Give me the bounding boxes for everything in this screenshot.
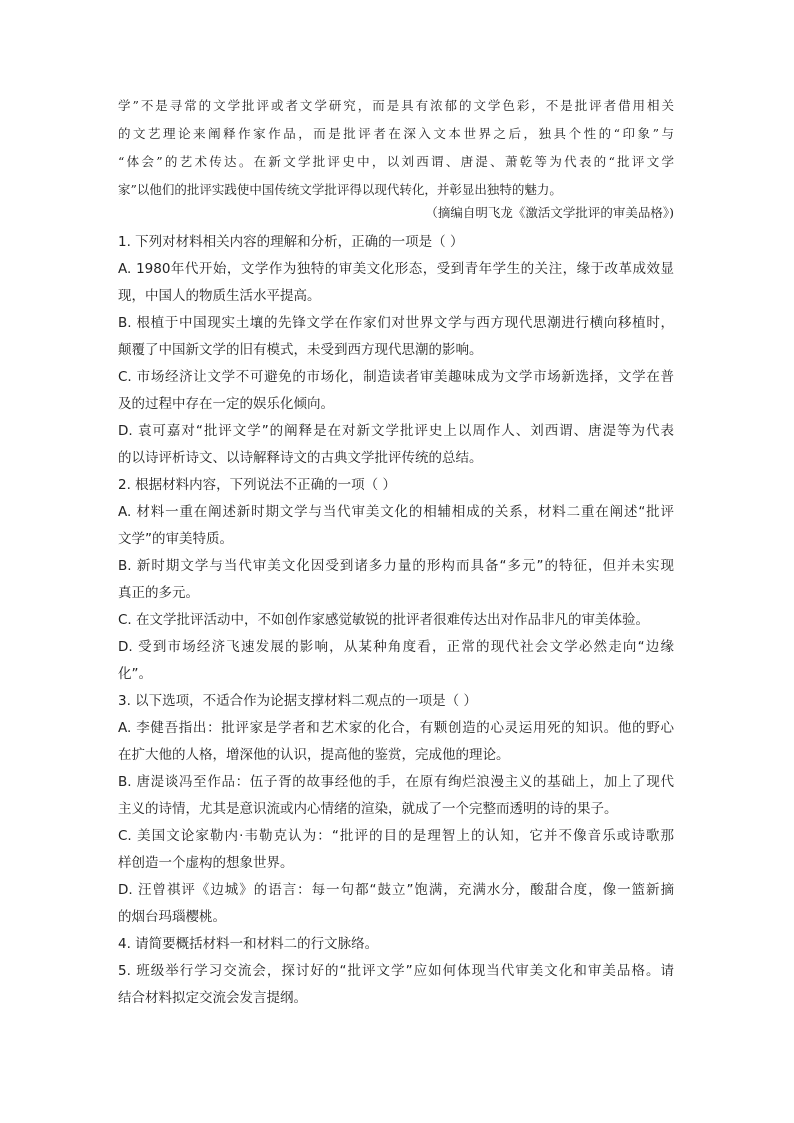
question-3-stem: 3. 以下选项，不适合作为论据支撑材料二观点的一项是（ ） bbox=[118, 693, 477, 709]
question-3-option-b: B. 唐湜谈冯至作品：伍子胥的故事经他的手，在原有绚烂浪漫主义的基础上，加上了现代 bbox=[118, 774, 674, 790]
question-1-option-a: A. 1980年代开始，文学作为独特的审美文化形态，受到青年学生的关注，缘于改革成效显 bbox=[118, 261, 674, 277]
passage-line: 家”以他们的批评实践使中国传统文学批评得以现代转化，并彰显出独特的魅力。 bbox=[118, 182, 562, 197]
question-3-option-d-cont: 的烟台玛瑙樱桃。 bbox=[118, 909, 226, 925]
question-2-option-a: A. 材料一重在阐述新时期文学与当代审美文化的相辅相成的关系，材料二重在阐述“批评 bbox=[118, 504, 674, 520]
question-3-option-c: C. 美国文论家勒内·韦勒克认为：“批评的目的是理智上的认知，它并不像音乐或诗歌那 bbox=[118, 828, 674, 844]
question-2-option-d: D. 受到市场经济飞速发展的影响，从某种角度看，正常的现代社会文学必然走向“边缘 bbox=[118, 639, 674, 655]
question-2-option-b-cont: 真正的多元。 bbox=[118, 585, 199, 601]
question-1-stem: 1. 下列对材料相关内容的理解和分析，正确的一项是（ ） bbox=[118, 234, 464, 250]
question-1-option-b-cont: 颠覆了中国新文学的旧有模式，未受到西方现代思潮的影响。 bbox=[118, 342, 483, 358]
question-3-option-c-cont: 样创造一个虚构的想象世界。 bbox=[118, 855, 294, 871]
passage-excerpt bbox=[118, 92, 674, 204]
question-3-option-d: D. 汪曾祺评《边城》的语言：每一句都“鼓立”饱满，充满水分，酸甜合度，像一篮新摘 bbox=[118, 882, 674, 898]
question-1-option-c-cont: 及的过程中存在一定的娱乐化倾向。 bbox=[118, 396, 334, 412]
question-1-option-d-cont: 的以诗评析诗文、以诗解释诗文的古典文学批评传统的总结。 bbox=[118, 450, 483, 466]
question-4-stem: 4. 请简要概括材料一和材料二的行文脉络。 bbox=[118, 936, 379, 952]
question-2-option-c: C. 在文学批评活动中，不如创作家感觉敏锐的批评者很难传达出对作品非凡的审美体验。 bbox=[118, 612, 650, 628]
question-3-option-a: A. 李健吾指出：批评家是学者和艺术家的化合，有颗创造的心灵运用死的知识。他的野心 bbox=[118, 720, 674, 736]
source-citation: （摘编自明飞龙《激活文学批评的审美品格》) bbox=[425, 205, 674, 220]
question-5-stem-cont: 结合材料拟定交流会发言提纲。 bbox=[118, 990, 307, 1006]
passage-line: “体会”的艺术传达。在新文学批评史中，以刘西谓、唐湜、萧乾等为代表的“批评文学 bbox=[118, 154, 674, 169]
question-1-option-c: C. 市场经济让文学不可避免的市场化，制造读者审美趣味成为文学市场新选择，文学在普 bbox=[118, 369, 674, 385]
question-5-stem: 5. 班级举行学习交流会，探讨好的“批评文学”应如何体现当代审美文化和审美品格。请 bbox=[118, 963, 674, 979]
question-2-option-b: B. 新时期文学与当代审美文化因受到诸多力量的形构而具备“多元”的特征，但并未实现 bbox=[118, 558, 674, 574]
question-list bbox=[118, 229, 674, 1012]
question-2-stem: 2. 根据材料内容，下列说法不正确的一项（ ） bbox=[118, 477, 396, 493]
question-2-option-a-cont: 文学”的审美特质。 bbox=[118, 531, 233, 547]
question-1-option-a-cont: 现，中国人的物质生活水平提高。 bbox=[118, 288, 321, 304]
passage-line: 的文艺理论来阐释作家作品，而是批评者在深入文本世界之后，独具个性的“印象”与 bbox=[118, 126, 674, 141]
question-3-option-a-cont: 在扩大他的人格，增深他的认识，提高他的鉴赏，完成他的理论。 bbox=[118, 747, 510, 763]
question-2-option-d-cont: 化”。 bbox=[118, 666, 152, 682]
question-3-option-b-cont: 主义的诗情，尤其是意识流或内心情绪的渲染，就成了一个完整而透明的诗的果子。 bbox=[118, 801, 618, 817]
question-1-option-b: B. 根植于中国现实土壤的先锋文学在作家们对世界文学与西方现代思潮进行横向移植时， bbox=[118, 315, 674, 331]
passage-line: 学”不是寻常的文学批评或者文学研究，而是具有浓郁的文学色彩，不是批评者借用相关 bbox=[118, 98, 674, 113]
question-1-option-d: D. 袁可嘉对“批评文学”的阐释是在对新文学批评史上以周作人、刘西谓、唐湜等为代表 bbox=[118, 423, 674, 439]
